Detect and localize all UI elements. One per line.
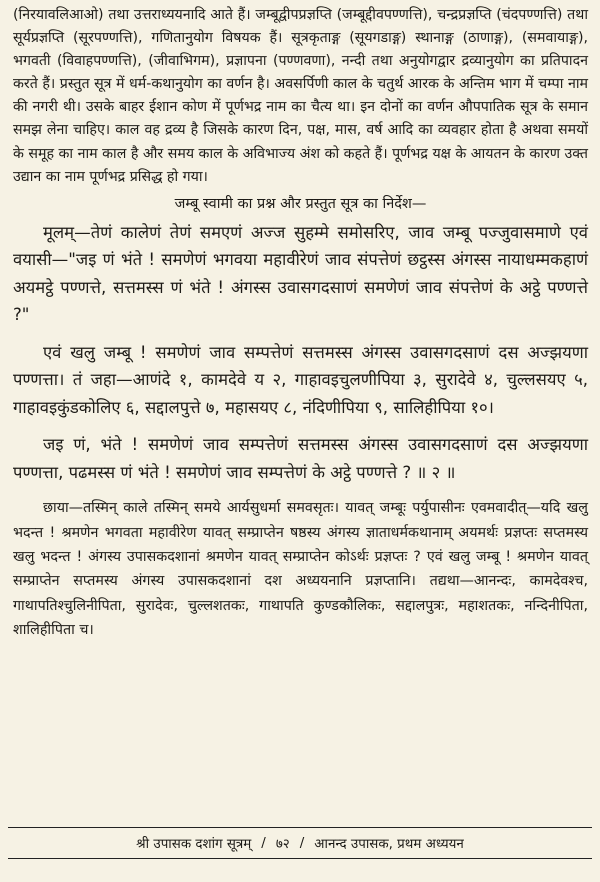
footer-book-title: श्री उपासक दशांग सूत्रम् (136, 837, 252, 852)
mool-paragraph-3: जइ णं, भंते ! समणेणं जाव सम्पत्तेणं सत्तमस्स अंगस्स उवासगदसाणं दस अज्झयणा पण्णत्ता, पढमस्स णं भंते ! समणेणं जाव सम्पत्तेणं के अट्ठे पण्णत्ते ? ॥ २ ॥ (13, 435, 588, 482)
mool-paragraph-1: मूलम्—तेणं कालेणं तेणं समएणं अज्ज सुहम्मे समोसरिए, जाव जम्बू पज्जुवासमाणे एवं वयासी—"जइ णं भंते ! समणेणं भगवया महावीरेणं जाव संपत्तेणं छट्ठस्स अंगस्स नायाधम्मकहाणं अयमट्ठे पण्णत्ते, सत्तमस्स णं भंते ! अंगस्स उवासगदसाणं समणेणं जाव संपत्तेणं के अट्ठे पण्णत्ते ?" (13, 222, 588, 325)
page-footer (8, 827, 592, 859)
footer-chapter: आनन्द उपासक, प्रथम अध्ययन (314, 837, 464, 852)
mool-paragraph-2: एवं खलु जम्बू ! समणेणं जाव सम्पत्तेणं सत्तमस्स अंगस्स उवासगदसाणं दस अज्झयणा पण्णत्ता। तं जहा—आणंदे १, कामदेवे य २, गाहावइचुलणीपिया ३, सुरादेवे ४, चुल्लसयए ५, गाहावइकुंडकोलिए ६, सद्दालपुत्ते ७, महासयए ८, नंदिणीपिया ९, सालिहीपिया १०। (13, 342, 588, 417)
footer-page-number: ७२ (275, 837, 290, 852)
section-heading: जम्बू स्वामी का प्रश्न और प्रस्तुत सूत्र का निर्देश— (174, 195, 427, 212)
footer-separator: / (299, 835, 305, 851)
intro-paragraph: (निरयावलिआओ) तथा उत्तराध्ययनादि आते हैं। जम्बूद्वीपप्रज्ञप्ति (जम्बूद्दीवपण्णत्ति), चन्द्रप्रज्ञप्ति (चंदपण्णत्ति) तथा सूर्यप्रज्ञप्ति (सूरपण्णत्ति), गणितानुयोग विषयक हैं। सूत्रकृताङ्ग (सूयगडाङ्ग) स्थानाङ्ग (ठाणाङ्ग), (समवायाङ्ग), भगवती (विवाहपण्णत्ति), (जीवाभिगम), प्रज्ञापना (पण्णवणा), नन्दी तथा अनुयोगद्वार द्रव्यानुयोग का प्रतिपादन करते हैं। प्रस्तुत सूत्र में धर्म-कथानुयोग का वर्णन है। अवसर्पिणी काल के चतुर्थ आरक के अन्तिम भाग में चम्पा नाम की नगरी थी। उसके बाहर ईशान कोण में पूर्णभद्र नाम का चैत्य था। इन दोनों का वर्णन औपपातिक सूत्र के समान समझ लेना चाहिए। काल वह द्रव्य है जिसके कारण दिन, पक्ष, मास, वर्ष आदि का व्यवहार होता है अथवा समयों के समूह का नाम काल है और समय काल के अविभाज्य अंश को कहते हैं। पूर्णभद्र यक्ष के आयतन के कारण उक्त उद्यान का नाम पूर्णभद्र प्रसिद्ध हो गया। (13, 7, 588, 185)
chhaya-paragraph: छाया—तस्मिन् काले तस्मिन् समये आर्यसुधर्मा समवसृतः। यावत् जम्बूः पर्युपासीनः एवमवादीत्—यदि खलु भदन्त ! श्रमणेन भगवता महावीरेण यावत् सम्प्राप्तेन षष्ठस्य अंगस्य ज्ञाताधर्मकथानाम् अयमर्थः प्रज्ञप्तः सप्तमस्य खलु भदन्त ! अंगस्य उपासकदशानां श्रमणेन यावत् सम्प्राप्तेन कोऽर्थः प्रज्ञप्तः ? एवं खलु जम्बू ! श्रमणेन यावत् सम्प्राप्तेन सप्तमस्य अंगस्य उपासकदशानां दश अध्ययनानि प्रज्ञप्तानि। तद्यथा—आनन्दः, कामदेवश्च, गाथापतिश्चुलिनीपिता, सुरादेवः, चुल्लशतकः, गाथापति कुण्डकौलिकः, सद्दालपुत्रः, महाशतकः, नन्दिनीपिता, शालिहीपिता च। (13, 500, 588, 639)
footer-separator: / (261, 835, 266, 851)
